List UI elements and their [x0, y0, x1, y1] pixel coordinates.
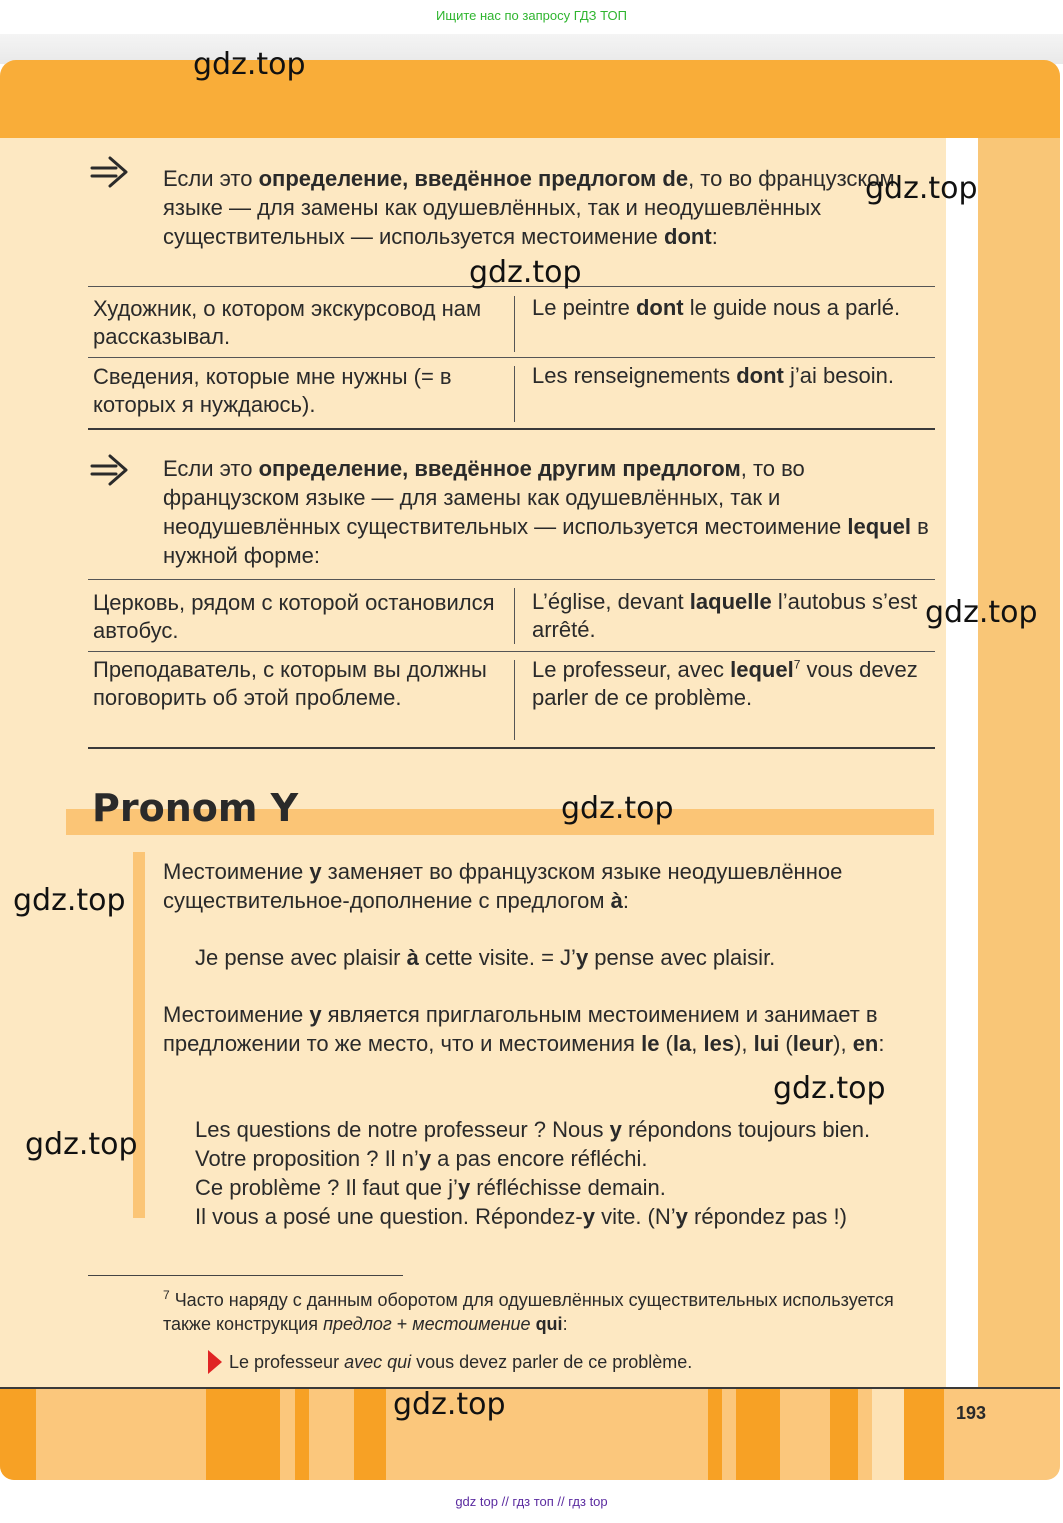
- table-rule: [88, 747, 935, 749]
- watermark: gdz.top: [925, 595, 1038, 630]
- table-rule: [88, 651, 935, 652]
- table2-row1-fr: [532, 588, 947, 644]
- page-header-band: [0, 60, 1060, 138]
- footnote: [163, 1288, 923, 1336]
- watermark: gdz.top: [25, 1127, 138, 1162]
- cell-text: Les renseignements: [532, 363, 737, 388]
- example-text: Les questions de notre professeur ? Nous: [195, 1117, 610, 1142]
- page-footer-band: [0, 1387, 1060, 1480]
- example-text: Votre proposition ? Il n’: [195, 1146, 419, 1171]
- para-text: Местоимение: [163, 1002, 310, 1027]
- footnote-text: +: [391, 1314, 413, 1334]
- cell-text: j’ai besoin.: [783, 363, 894, 388]
- para-text: ),: [833, 1031, 853, 1056]
- para-text: ),: [734, 1031, 754, 1056]
- example-text: réfléchisse demain.: [470, 1175, 666, 1200]
- example-bold: y: [418, 1146, 432, 1171]
- table-divider: [514, 588, 515, 644]
- table1-row2-ru: Сведения, которые мне нужны (= в которых я нуждаюсь).: [93, 364, 452, 417]
- cell-text: vous devez parler de ce problème.: [532, 657, 918, 710]
- bottom-links[interactable]: gdz top // гдз топ // гдз top: [455, 1494, 608, 1509]
- example-bold: y: [582, 1204, 595, 1229]
- watermark: gdz.top: [13, 883, 126, 918]
- para-bold: à: [610, 888, 623, 913]
- watermark: gdz.top: [469, 255, 582, 290]
- para-bold: y: [309, 1002, 322, 1027]
- page-right-band: [978, 138, 1060, 1388]
- para-text: :: [878, 1031, 885, 1056]
- table-rule: [88, 428, 935, 430]
- example-text: Ce problème ? Il faut que j’: [195, 1175, 458, 1200]
- para-bold: en: [852, 1031, 879, 1056]
- footnote-italic: предлог: [323, 1314, 392, 1334]
- example-text: Je pense avec plaisir: [195, 945, 407, 970]
- cell-bold: lequel: [730, 657, 794, 682]
- cell-text: l’autobus s’est arrêté.: [532, 589, 918, 642]
- cell-text: le guide nous a parlé.: [683, 295, 901, 320]
- para-bold: la: [672, 1031, 692, 1056]
- watermark: gdz.top: [193, 47, 306, 82]
- watermark: gdz.top: [561, 791, 674, 826]
- footnote-italic: avec qui: [344, 1352, 412, 1372]
- rule-bold: dont: [664, 224, 712, 249]
- table-divider: [514, 366, 515, 422]
- example-bold: à: [406, 945, 419, 970]
- example-text: a pas encore réfléchi.: [431, 1146, 648, 1171]
- para-bold: y: [309, 859, 322, 884]
- footer-stripe: [872, 1389, 904, 1480]
- arrow-right-icon: [88, 450, 132, 490]
- example-line: [195, 1144, 955, 1173]
- cell-bold: dont: [736, 363, 784, 388]
- para-text: является приглагольным местоимением и занимает в предложении то же место, что и местоимения: [163, 1002, 878, 1056]
- footnote-italic: местоимение: [412, 1314, 531, 1334]
- example-text: Il vous a posé une question. Répondez-: [195, 1204, 583, 1229]
- example-bold: y: [457, 1175, 471, 1200]
- table1-row1-ru: Художник, о котором экскурсовод нам рассказывал.: [93, 296, 482, 349]
- example-text: pense avec plaisir.: [588, 945, 776, 970]
- para-text: (: [659, 1031, 673, 1056]
- examples-list: [195, 1115, 955, 1231]
- footnote-example: [208, 1350, 692, 1374]
- para-text: (: [779, 1031, 793, 1056]
- footnote-ref[interactable]: 7: [793, 657, 801, 672]
- example-line: [195, 1202, 955, 1231]
- paragraph-y-replace: [163, 857, 953, 915]
- example-line: [195, 1115, 955, 1144]
- example-text: vite. (N’: [594, 1204, 676, 1229]
- example-pense: [195, 943, 955, 972]
- example-bold: y: [675, 1204, 688, 1229]
- table-rule: [88, 579, 935, 580]
- table1-row2-fr: [532, 362, 947, 390]
- rule-text: , то во французском языке — для замены как одушевлённых, так и неодушевлённых существительных — используется местоимение: [163, 456, 848, 539]
- footer-stripe: [0, 1389, 36, 1480]
- rule-bold: lequel: [847, 514, 911, 539]
- footer-stripe: [354, 1389, 386, 1480]
- top-banner[interactable]: Ищите нас по запросу ГДЗ ТОП: [436, 8, 627, 23]
- cell-text: Le professeur, avec: [532, 657, 731, 682]
- para-text: заменяет во французском языке неодушевлённое существительное-дополнение с предлогом: [163, 859, 843, 913]
- table-rule: [88, 357, 935, 358]
- rule-text: Если это: [163, 166, 259, 191]
- para-bold: lui: [753, 1031, 780, 1056]
- para-text: ,: [691, 1031, 704, 1056]
- footer-stripe: [736, 1389, 780, 1480]
- section-title: Pronom Y: [92, 786, 299, 830]
- page-number: 193: [956, 1403, 987, 1423]
- rule-bold: определение, введённое предлогом de: [258, 166, 689, 191]
- para-bold: les: [703, 1031, 735, 1056]
- example-bold: y: [609, 1117, 622, 1142]
- footnote-text: Часто наряду с данным оборотом для одушевлённых существительных используется также конструкция: [163, 1290, 894, 1334]
- table2-row1-ru: Церковь, рядом с которой остановился автобус.: [93, 590, 495, 643]
- table-divider: [514, 296, 515, 352]
- footer-stripe: [295, 1389, 309, 1480]
- footnote-text: :: [562, 1314, 568, 1334]
- footnote-text: Le professeur: [229, 1352, 345, 1372]
- table-divider: [514, 660, 515, 740]
- rule-text: в нужной форме:: [163, 514, 929, 568]
- table2-row2-fr: [532, 656, 947, 712]
- para-bold: le: [641, 1031, 660, 1056]
- footnote-bold: qui: [535, 1314, 563, 1334]
- example-text: répondons toujours bien.: [621, 1117, 871, 1142]
- para-text: :: [622, 888, 630, 913]
- watermark: gdz.top: [773, 1071, 886, 1106]
- cell-text: Le peintre: [532, 295, 636, 320]
- section-side-bar: [133, 852, 145, 1218]
- cell-bold: laquelle: [689, 589, 772, 614]
- table1-row1-fr: [532, 294, 947, 322]
- footnote-text: vous devez parler de ce problème.: [411, 1352, 693, 1372]
- rule-lequel: [163, 454, 933, 570]
- watermark: gdz.top: [393, 1387, 506, 1422]
- watermark: gdz.top: [865, 171, 978, 206]
- example-text: cette visite. = J’: [418, 945, 576, 970]
- footer-stripe: [830, 1389, 858, 1480]
- footnote-number: 7: [163, 1288, 170, 1302]
- rule-text: , то во французском языке — для замены как одушевлённых, так и неодушевлённых существительных — используется местоимение: [163, 166, 895, 249]
- rule-text: Если это: [163, 456, 259, 481]
- footnote-rule: [88, 1275, 403, 1276]
- rule-dont: [163, 164, 933, 251]
- example-text: répondez pas !): [687, 1204, 847, 1229]
- table2-row2-ru: Преподаватель, с которым вы должны поговорить об этой проблеме.: [93, 657, 487, 710]
- para-bold: leur: [792, 1031, 834, 1056]
- paragraph-y-position: [163, 1000, 953, 1058]
- cell-text: L’église, devant: [532, 589, 690, 614]
- cell-bold: dont: [635, 295, 684, 320]
- rule-bold: определение, введённое другим предлогом: [258, 456, 741, 481]
- arrow-right-icon: [88, 152, 132, 192]
- footer-stripe: [206, 1389, 280, 1480]
- example-bold: y: [575, 945, 589, 970]
- example-line: [195, 1173, 955, 1202]
- rule-text: :: [711, 224, 718, 249]
- footer-stripe: [708, 1389, 722, 1480]
- footer-stripe: [904, 1389, 944, 1480]
- para-text: Местоимение: [163, 859, 310, 884]
- red-triangle-icon: [208, 1350, 222, 1374]
